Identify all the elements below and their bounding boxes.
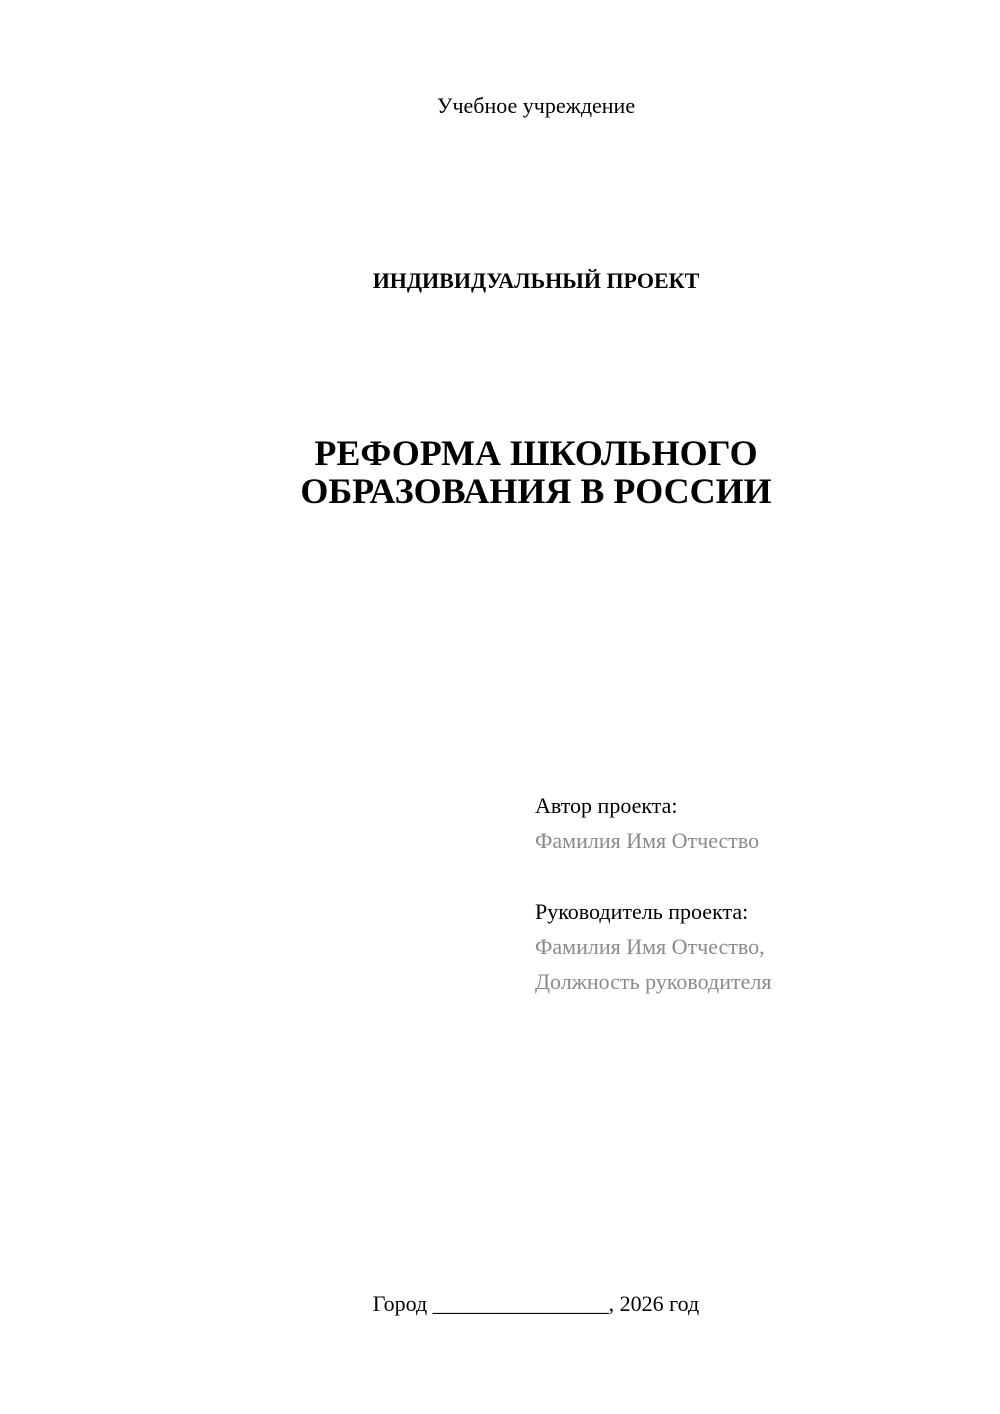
author-name: Фамилия Имя Отчество [535, 828, 760, 853]
supervisor-label: Руководитель проекта: [535, 899, 749, 924]
author-label: Автор проекта: [535, 793, 678, 818]
supervisor-name: Фамилия Имя Отчество, [535, 934, 765, 959]
project-title [0, 434, 1000, 510]
city-year-line: Город ________________, 2026 год [372, 1291, 700, 1316]
project-title-line-2: ОБРАЗОВАНИЯ В РОССИИ [300, 471, 772, 511]
institution-name: Учебное учреждение [436, 93, 636, 118]
credits-block [535, 788, 975, 999]
credits-spacer [535, 858, 975, 894]
project-title-line-1: РЕФОРМА ШКОЛЬНОГО [314, 433, 758, 473]
supervisor-position: Должность руководителя [535, 969, 772, 994]
document-type: ИНДИВИДУАЛЬНЫЙ ПРОЕКТ [372, 268, 700, 293]
